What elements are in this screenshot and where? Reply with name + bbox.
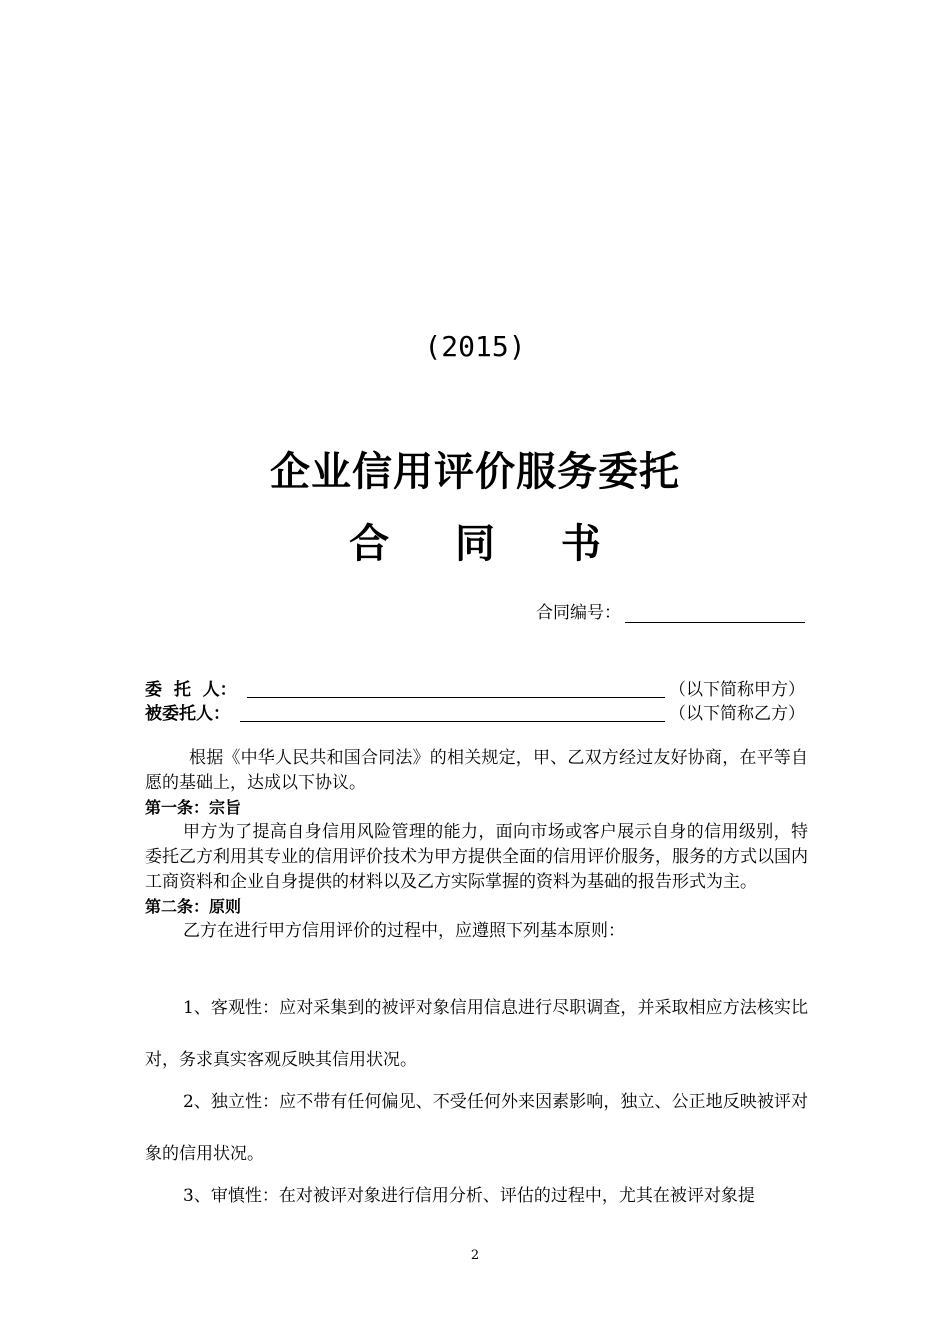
party-b-note: （以下简称乙方） xyxy=(669,704,805,724)
article2-paragraph: 乙方在进行甲方信用评价的过程中，应遵照下列基本原则： xyxy=(183,921,625,941)
contract-number-blank xyxy=(625,602,805,623)
document-title: 企业信用评价服务委托 xyxy=(270,449,680,495)
contract-year: (2015) xyxy=(424,330,526,363)
party-a-label: 委 托 人： xyxy=(145,680,237,700)
party-b-label: 被委托人： xyxy=(145,704,230,724)
article1-paragraph: 甲方为了提高自身信用风险管理的能力，面向市场或客户展示自身的信用级别，特委托乙方利用其专业的信用评价技术为甲方提供全面的信用评价服务，服务的方式以国内工商资料和企业自身提供的材料以及乙方实际掌握的资料为基础的报告形式为主。 xyxy=(145,822,808,892)
document-subtitle: 合 同 书 xyxy=(349,521,627,567)
intro-paragraph: 根据《中华人民共和国合同法》的相关规定，甲、乙双方经过友好协商，在平等自愿的基础上，达成以下协议。 xyxy=(145,748,808,793)
party-a-blank xyxy=(247,679,665,698)
party-b-blank xyxy=(240,703,665,722)
principle-item: 1、客观性：应对采集到的被评对象信用信息进行尽职调查，并采取相应方法核实比对，务求真实客观反映其信用状况。 xyxy=(145,998,808,1070)
party-a-row xyxy=(145,675,805,700)
contract-body xyxy=(145,746,808,944)
party-b-row xyxy=(145,699,805,724)
party-a-note: （以下简称甲方） xyxy=(669,680,805,700)
article1-heading: 第一条：宗旨 xyxy=(145,798,242,817)
article2-heading: 第二条：原则 xyxy=(145,897,242,916)
contract-number-field xyxy=(536,598,805,623)
principle-item: 2、独立性：应不带有任何偏见、不受任何外来因素影响，独立、公正地反映被评对象的信用状况。 xyxy=(145,1092,808,1164)
page-number: 2 xyxy=(470,1248,480,1263)
principle-item: 3、审慎性：在对被评对象进行信用分析、评估的过程中，尤其在被评对象提 xyxy=(183,1186,755,1206)
contract-number-label: 合同编号： xyxy=(536,603,621,623)
